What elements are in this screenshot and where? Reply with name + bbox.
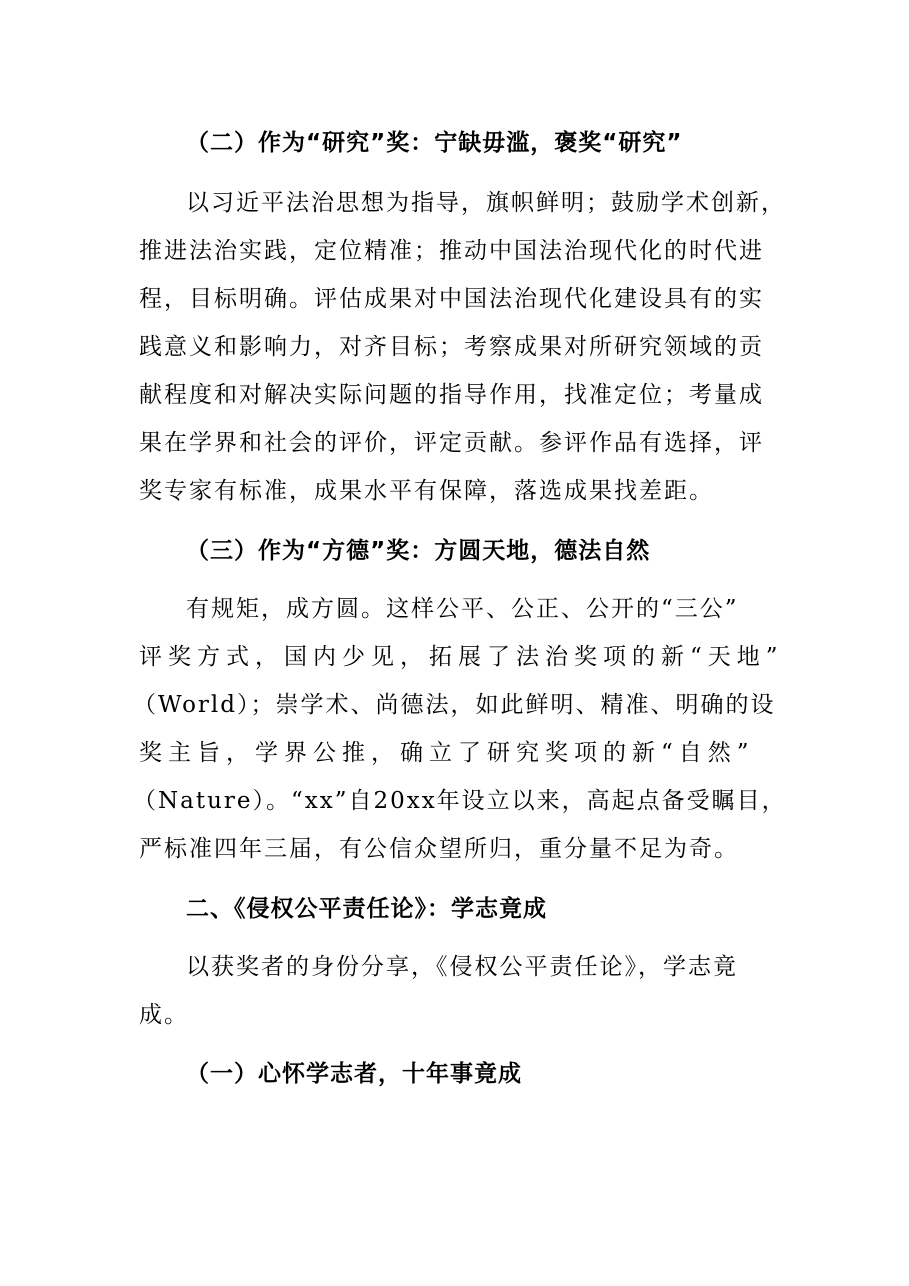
- paragraph-line: （Nature）。“xx”自20xx年设立以来，高起点备受瞩目，: [133, 788, 787, 814]
- paragraph-line: 果在学界和社会的评价，评定贡献。参评作品有选择，评: [139, 430, 764, 456]
- section-heading: 二、《侵权公平责任论》：学志竟成: [186, 896, 547, 922]
- paragraph-line: 以获奖者的身份分享，《侵权公平责任论》，学志竟: [186, 954, 738, 980]
- paragraph-line: 奖主旨，学界公推，确立了研究奖项的新“自然”: [139, 740, 755, 766]
- section-heading: （二）作为“研究”奖：宁缺毋滥，褒奖“研究”: [186, 130, 683, 156]
- paragraph-line: 评奖方式，国内少见，拓展了法治奖项的新“天地”: [139, 644, 784, 670]
- paragraph-line: （World）；崇学术、尚德法，如此鲜明、精准、明确的设: [133, 692, 776, 718]
- section-heading: （三）作为“方德”奖：方圆天地，德法自然: [186, 538, 651, 564]
- paragraph-line: 以习近平法治思想为指导，旗帜鲜明；鼓励学术创新，: [186, 190, 786, 216]
- paragraph-line: 推进法治实践，定位精准；推动中国法治现代化的时代进: [139, 238, 764, 264]
- paragraph-line: 献程度和对解决实际问题的指导作用，找准定位；考量成: [139, 382, 764, 408]
- paragraph-line: 践意义和影响力，对齐目标；考察成果对所研究领域的贡: [139, 334, 764, 360]
- paragraph-line: 奖专家有标准，成果水平有保障，落选成果找差距。: [139, 478, 714, 504]
- paragraph-line: 有规矩，成方圆。这样公平、公正、公开的“三公”: [186, 596, 739, 622]
- paragraph-line: 严标准四年三届，有公信众望所归，重分量不足为奇。: [139, 836, 739, 862]
- section-heading: （一）心怀学志者，十年事竟成: [186, 1061, 522, 1087]
- paragraph-line: 程，目标明确。评估成果对中国法治现代化建设具有的实: [139, 286, 764, 312]
- paragraph-line: 成。: [139, 1002, 189, 1028]
